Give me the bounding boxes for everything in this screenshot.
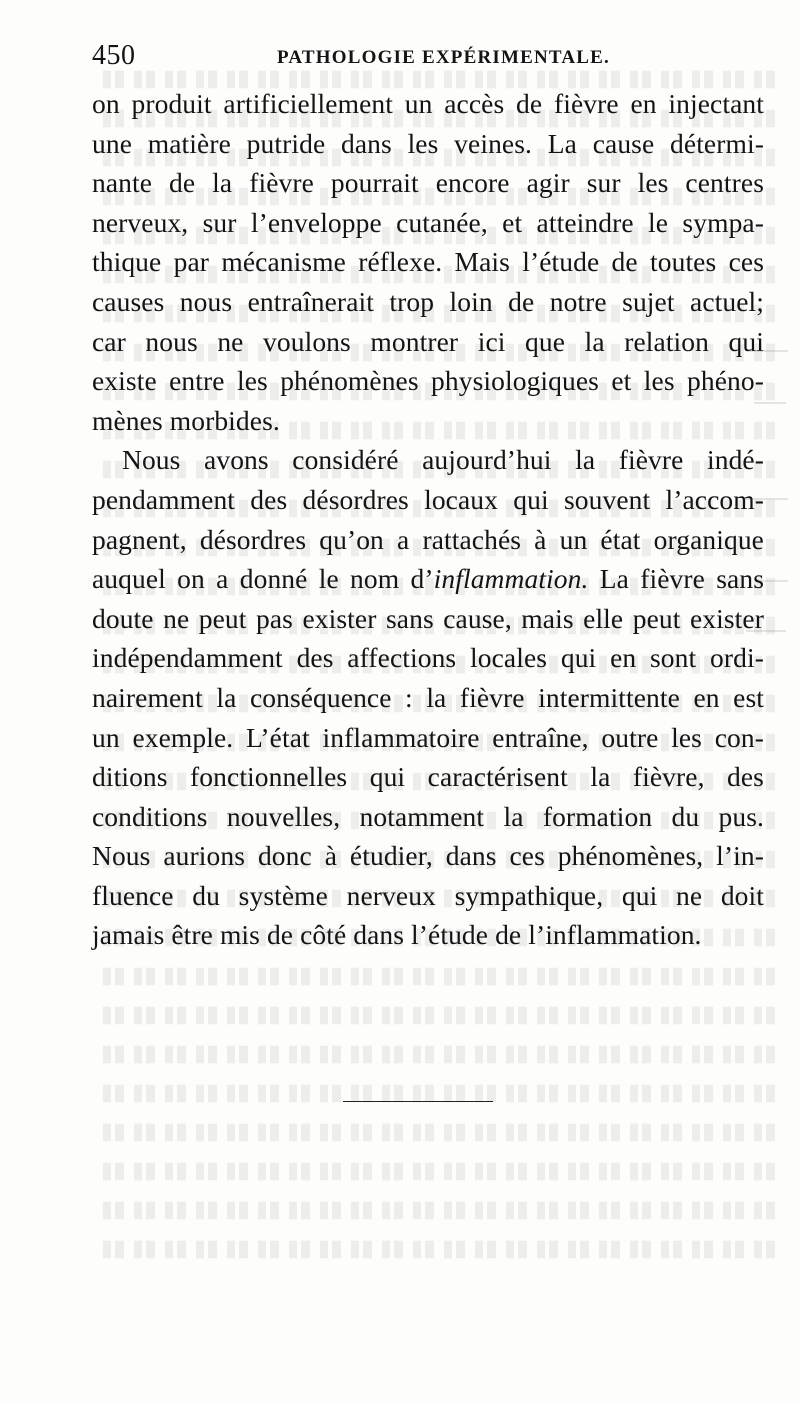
margin-annotation-marks [740, 330, 800, 660]
emphasis-inflammation: inflammation. [433, 563, 589, 595]
text-line: existe entre les phénomènes physiologiques et les phéno- [92, 365, 764, 397]
text-line: un exemple. L’état inflammatoire entraîne, outre les con- [92, 721, 764, 753]
text-line: pendamment des désordres locaux qui souvent l’accom- [92, 483, 764, 515]
text-line: nairement la conséquence : la fièvre intermittente en est [92, 681, 764, 713]
page-header [92, 40, 757, 80]
text-line: fluence du système nerveux sympathique, qui ne doit [92, 879, 764, 911]
text-line: car nous ne voulons montrer ici que la relation qui [92, 325, 764, 357]
running-head: PATHOLOGIE EXPÉRIMENTALE. [277, 47, 610, 68]
paragraph-2 [92, 440, 764, 955]
text-line: nerveux, sur l’enveloppe cutanée, et atteindre le sympa- [92, 206, 764, 238]
body-text [92, 84, 764, 955]
text-line: mènes morbides. [92, 404, 280, 436]
text-line: Nous aurions donc à étudier, dans ces phénomènes, l’in- [92, 840, 764, 872]
text-line: indépendamment des affections locales qui en sont ordi- [92, 642, 764, 674]
text-run: La fièvre sans [588, 563, 764, 595]
text-line: ditions fonctionnelles qui caractérisent la fièvre, des [92, 761, 764, 793]
text-line: doute ne peut pas exister sans cause, mais elle peut exister [92, 602, 764, 634]
text-line: nante de la fièvre pourrait encore agir sur les centres [92, 167, 764, 199]
text-line: on produit artificiellement un accès de fièvre en injectant [92, 88, 764, 119]
text-line: une matière putride dans les veines. La cause détermi- [92, 127, 764, 159]
paragraph-1 [92, 84, 764, 440]
text-line: pagnent, désordres qu’on a rattachés à un état organique [92, 523, 764, 555]
page-number: 450 [92, 40, 136, 71]
text-line: thique par mécanisme réflexe. Mais l’étude de toutes ces [92, 246, 764, 278]
section-end-rule [343, 1101, 493, 1102]
text-line: causes nous entraînerait trop loin de notre sujet actuel; [92, 285, 764, 317]
text-line-with-emphasis [92, 559, 764, 599]
text-line: conditions nouvelles, notamment la formation du pus. [92, 800, 764, 832]
text-line: Nous avons considéré aujourd’hui la fièvre indé- [122, 444, 764, 476]
text-run: auquel on a donné le nom d’ [92, 563, 434, 595]
text-line: jamais être mis de côté dans l’étude de l’inflammation. [92, 919, 702, 951]
